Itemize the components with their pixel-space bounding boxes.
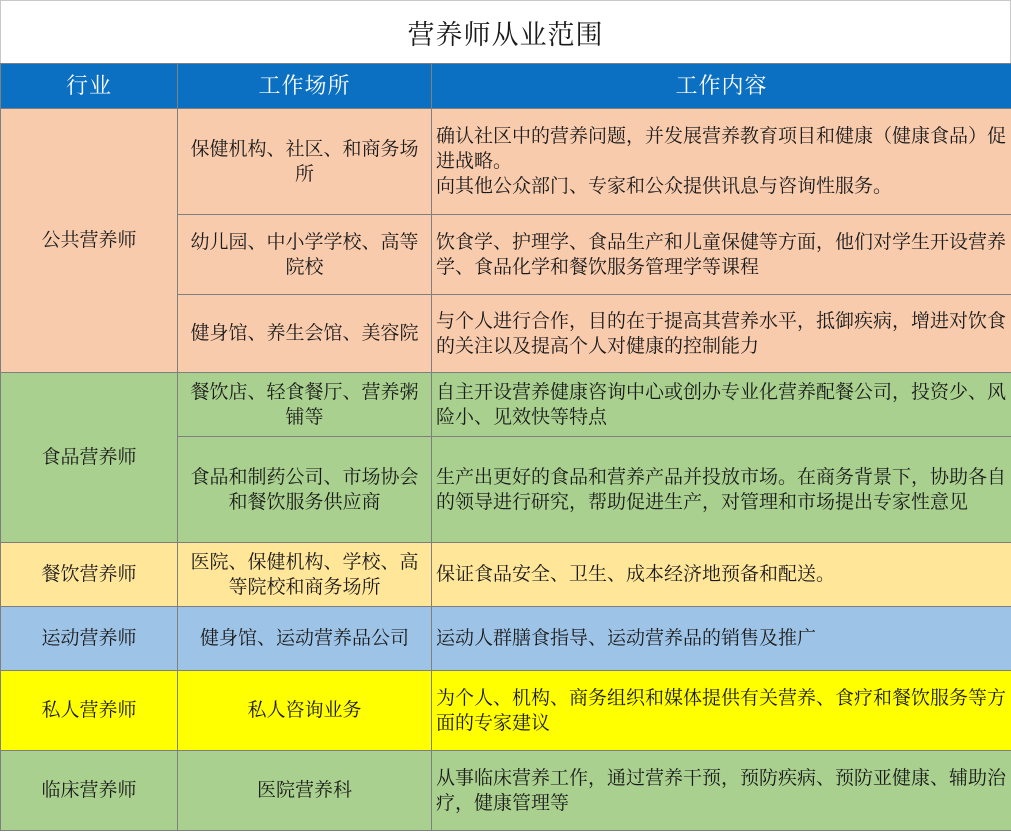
workplace-cell: 医院营养科 xyxy=(178,751,432,831)
industry-cell-catering: 餐饮营养师 xyxy=(1,543,178,607)
scope-table xyxy=(0,63,1011,831)
table-row xyxy=(1,109,1011,215)
workplace-cell: 食品和制药公司、市场协会和餐饮服务供应商 xyxy=(178,437,432,543)
content-cell: 运动人群膳食指导、运动营养品的销售及推广 xyxy=(432,607,1011,671)
workplace-cell: 健身馆、养生会馆、美容院 xyxy=(178,295,432,373)
content-line: 确认社区中的营养问题，并发展营养教育项目和健康（健康食品）促进战略。 xyxy=(436,125,1007,172)
table-row xyxy=(1,751,1011,831)
workplace-cell: 幼儿园、中小学学校、高等院校 xyxy=(178,215,432,295)
table-row xyxy=(1,543,1011,607)
workplace-cell: 健身馆、运动营养品公司 xyxy=(178,607,432,671)
content-line: 向其他公众部门、专家和公众提供讯息与咨询性服务。 xyxy=(436,175,893,197)
industry-cell-public: 公共营养师 xyxy=(1,109,178,373)
header-workplace: 工作场所 xyxy=(178,64,432,109)
page-title: 营养师从业范围 xyxy=(0,0,1011,64)
content-cell: 饮食学、护理学、食品生产和儿童保健等方面，他们对学生开设营养学、食品化学和餐饮服务管理学等课程 xyxy=(432,215,1011,295)
workplace-cell: 医院、保健机构、学校、高等院校和商务场所 xyxy=(178,543,432,607)
content-cell: 与个人进行合作，目的在于提高其营养水平，抵御疾病，增进对饮食的关注以及提高个人对健康的控制能力 xyxy=(432,295,1011,373)
workplace-cell: 私人咨询业务 xyxy=(178,671,432,751)
industry-cell-clinical: 临床营养师 xyxy=(1,751,178,831)
content-cell: 为个人、机构、商务组织和媒体提供有关营养、食疗和餐饮服务等方面的专家建议 xyxy=(432,671,1011,751)
header-content: 工作内容 xyxy=(432,64,1011,109)
content-cell: 自主开设营养健康咨询中心或创办专业化营养配餐公司，投资少、风险小、见效快等特点 xyxy=(432,373,1011,437)
content-cell: 保证食品安全、卫生、成本经济地预备和配送。 xyxy=(432,543,1011,607)
content-cell xyxy=(432,109,1011,215)
industry-cell-food: 食品营养师 xyxy=(1,373,178,543)
table-row xyxy=(1,671,1011,751)
header-row xyxy=(1,64,1011,109)
industry-cell-private: 私人营养师 xyxy=(1,671,178,751)
workplace-cell: 餐饮店、轻食餐厅、营养粥铺等 xyxy=(178,373,432,437)
workplace-cell: 保健机构、社区、和商务场所 xyxy=(178,109,432,215)
table-row xyxy=(1,607,1011,671)
header-industry: 行业 xyxy=(1,64,178,109)
table-row xyxy=(1,373,1011,437)
industry-cell-sports: 运动营养师 xyxy=(1,607,178,671)
content-cell: 生产出更好的食品和营养产品并投放市场。在商务背景下，协助各自的领导进行研究，帮助促进生产，对管理和市场提出专家性意见 xyxy=(432,437,1011,543)
content-cell: 从事临床营养工作，通过营养干预，预防疾病、预防亚健康、辅助治疗，健康管理等 xyxy=(432,751,1011,831)
